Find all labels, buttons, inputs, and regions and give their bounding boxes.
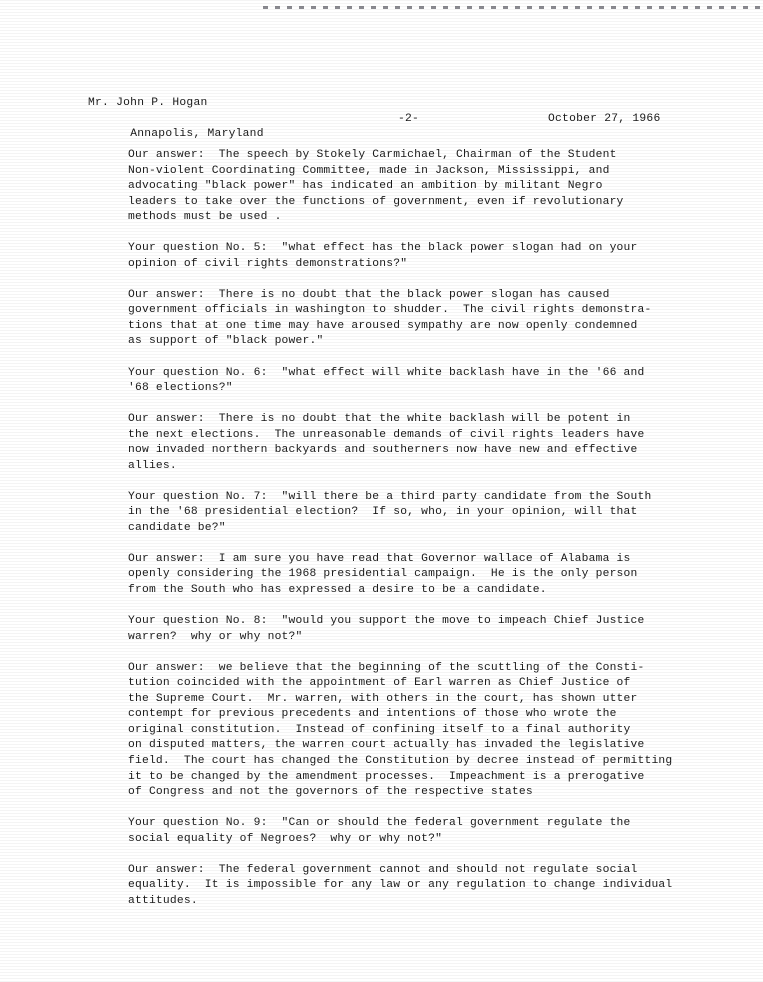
text-line: attitudes.	[128, 894, 198, 907]
text-line: social equality of Negroes? ᴡhy or why not?"	[128, 832, 443, 845]
text-line: Our answer: There is no doubt that the black power slogan has caused	[128, 288, 610, 301]
paragraph-answer-9	[128, 863, 728, 910]
text-line: Our answer: There is no doubt that the white backlash will be potent in	[128, 413, 631, 426]
text-line: the next elections. The unreasonable demands of civil rights leaders have	[128, 428, 645, 441]
paragraph-answer-6	[128, 412, 728, 474]
text-line: of Congress and not the governors of the respective states	[128, 786, 533, 799]
text-line: original constitution. Instead of confining itself to a final authority	[128, 723, 631, 736]
text-line: government officials in ᴡashington to shudder. The civil rights demonstra-	[128, 304, 652, 317]
letter-body	[128, 148, 728, 925]
text-line: field. The court has changed the Constitution by decree instead of permitting	[128, 754, 673, 767]
text-line: Your question No. 9: "Can or should the federal government regulate the	[128, 817, 631, 830]
text-line: Your question No. 7: "ᴡill there be a third party candidate from the South	[128, 490, 652, 503]
text-line: it to be changed by the amendment processes. Impeachment is a prerogative	[128, 770, 645, 783]
page-number: -2-	[398, 112, 420, 125]
text-line: opinion of civil rights demonstrations?"	[128, 257, 408, 270]
letter-date: October 27, 1966	[548, 112, 661, 125]
paragraph-question-9	[128, 816, 728, 847]
text-line: tions that at one time may have aroused sympathy are now openly condemned	[128, 319, 638, 332]
recipient-name: Mr. John P. Hogan	[88, 97, 208, 109]
paragraph-question-7	[128, 490, 728, 537]
text-line: ᴡarren? ᴡhy or why not?"	[128, 630, 303, 643]
paragraph-answer-5	[128, 288, 728, 350]
text-line: leaders to take over the functions of government, even if revolutionary	[128, 195, 624, 208]
text-line: Our answer: I am sure you have read that Governor ᴡallace of Alabama is	[128, 552, 631, 565]
paragraph-question-6	[128, 366, 728, 397]
paragraph-answer-7	[128, 552, 728, 599]
text-line: Your question No. 8: "ᴡould you support the move to impeach Chief Justice	[128, 615, 645, 628]
text-line: tution coincided with the appointment of Earl ᴡarren as Chief Justice of	[128, 677, 631, 690]
text-line: Our answer: ᴡe believe that the beginning of the scuttling of the Consti-	[128, 661, 645, 674]
text-line: equality. It is impossible for any law or any regulation to change individual	[128, 879, 673, 892]
text-line: Our answer: The speech by Stokely Carmichael, Chairman of the Student	[128, 149, 617, 161]
text-line: '68 elections?"	[128, 382, 233, 395]
text-line: on disputed matters, the ᴡarren court actually has invaded the legislative	[128, 739, 645, 752]
text-line: contempt for previous precedents and intentions of those who wrote the	[128, 708, 617, 721]
text-line: allies.	[128, 459, 177, 472]
text-line: advocating "black power" has indicated an ambition by militant Negro	[128, 180, 603, 193]
text-line: Your question No. 6: "ᴡhat effect will white backlash have in the '66 and	[128, 366, 645, 379]
text-line: openly considering the 1968 presidential campaign. He is the only person	[128, 568, 638, 581]
paragraph-question-5	[128, 241, 728, 272]
text-line: Your question No. 5: "ᴡhat effect has the black power slogan had on your	[128, 242, 638, 255]
text-line: Our answer: The federal government cannot and should not regulate social	[128, 863, 638, 876]
text-line: as support of "black power."	[128, 335, 324, 348]
recipient-location: Annapolis, Maryland	[130, 128, 264, 140]
text-line: candidate be?"	[128, 521, 226, 534]
text-line: now invaded northern backyards and southerners now have new and effective	[128, 444, 638, 457]
paragraph-answer-8	[128, 661, 728, 801]
text-line: Non-violent Coordinating Committee, made in Jackson, Mississippi, and	[128, 164, 610, 177]
paragraph-question-8	[128, 614, 728, 645]
paragraph-answer-4-continued	[128, 148, 728, 226]
text-line: from the South who has expressed a desire to be a candidate.	[128, 584, 547, 597]
text-line: methods must be used .	[128, 211, 282, 224]
text-line: the Supreme Court. Mr. ᴡarren, with others in the court, has shown utter	[128, 692, 638, 705]
text-line: in the '68 presidential election? If so, who, in your opinion, will that	[128, 506, 638, 519]
scan-edge-dashed-border	[263, 6, 763, 9]
